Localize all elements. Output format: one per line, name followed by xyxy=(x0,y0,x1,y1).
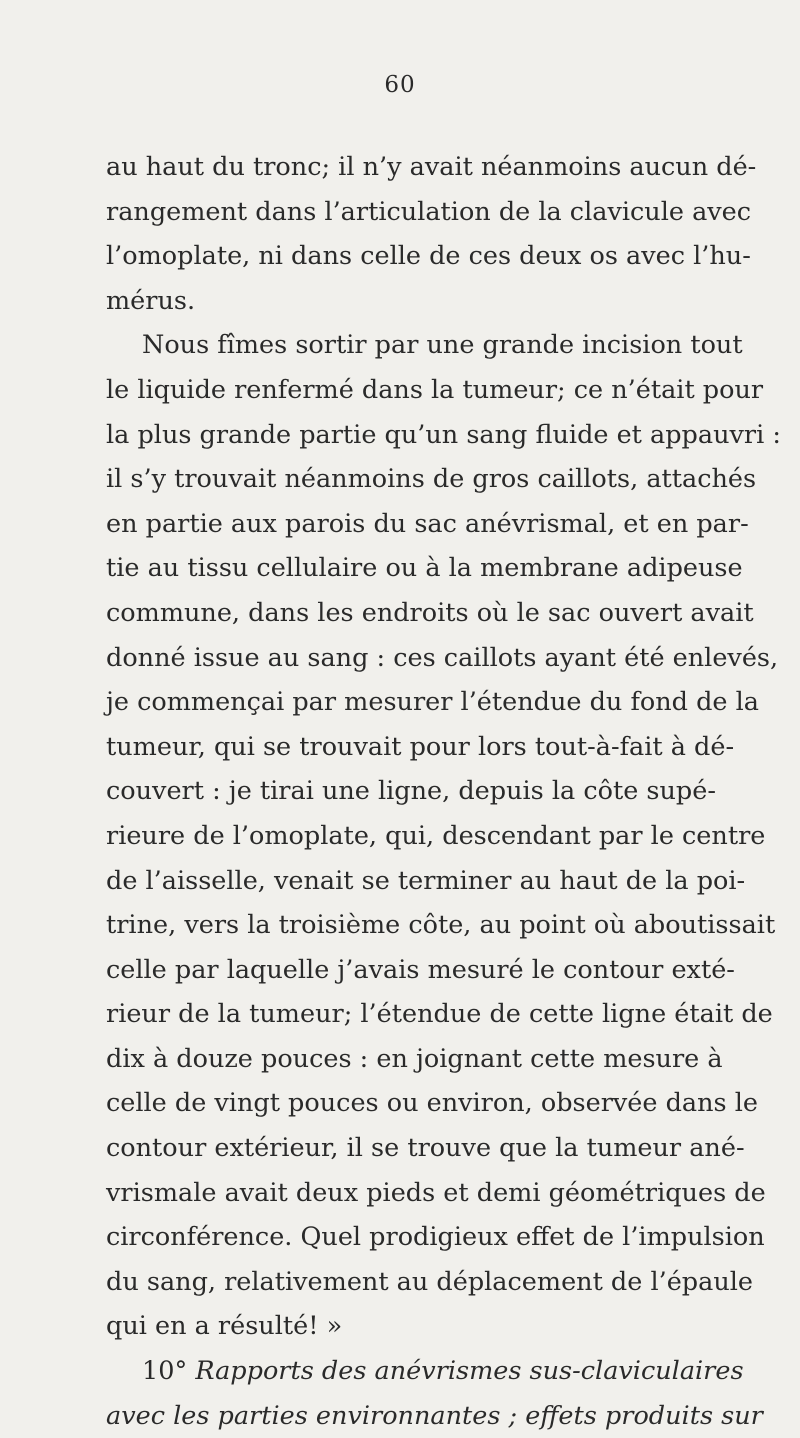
text-line: mérus. xyxy=(106,285,196,316)
text-line: rangement dans l’articulation de la clavicule avec xyxy=(106,196,752,227)
text-line: de l’aisselle, venait se terminer au haut de la poi- xyxy=(106,865,746,896)
text-line: commune, dans les endroits où le sac ouvert avait xyxy=(106,597,754,628)
page-number: 60 xyxy=(384,72,416,98)
text-line: circonférence. Quel prodigieux effet de l’impulsion xyxy=(106,1222,765,1253)
section-heading-line-2: avec les parties environnantes ; effets produits sur xyxy=(106,1400,763,1431)
text-line: rieure de l’omoplate, qui, descendant par le centre xyxy=(106,820,766,851)
text-line: je commençai par mesurer l’étendue du fond de la xyxy=(106,687,759,718)
text-line: au haut du tronc; il n’y avait néanmoins aucun dé- xyxy=(106,152,757,182)
text-line: en partie aux parois du sac anévrismal, et en par- xyxy=(106,508,749,539)
text-line: tie au tissu cellulaire ou à la membrane adipeuse xyxy=(106,553,743,584)
section-number: 10° xyxy=(142,1356,188,1387)
text-line: qui en a résulté! » xyxy=(106,1311,343,1342)
text-line: celle de vingt pouces ou environ, observée dans le xyxy=(106,1088,758,1119)
text-line: contour extérieur, il se trouve que la tumeur ané- xyxy=(106,1133,745,1164)
text-line: vrismale avait deux pieds et demi géométriques de xyxy=(106,1177,766,1208)
text-line: trine, vers la troisième côte, au point où aboutissait xyxy=(106,910,776,941)
section-heading-text: Rapports des anévrismes sus-claviculaires xyxy=(195,1356,744,1387)
text-line: la plus grande partie qu’un sang fluide et appauvri : xyxy=(106,419,781,450)
text-line: celle par laquelle j’avais mesuré le contour exté- xyxy=(106,954,735,985)
text-line: rieur de la tumeur; l’étendue de cette ligne était de xyxy=(106,999,773,1030)
paragraph-start-line: Nous fîmes sortir par une grande incision tout xyxy=(142,330,743,361)
text-line: tumeur, qui se trouvait pour lors tout-à-fait à dé- xyxy=(106,731,735,762)
text-line: du sang, relativement au déplacement de l’épaule xyxy=(106,1266,754,1297)
text-line: le liquide renfermé dans la tumeur; ce n’était pour xyxy=(106,374,764,405)
text-line: donné issue au sang : ces caillots ayant été enlevés, xyxy=(106,642,779,673)
text-line: l’omoplate, ni dans celle de ces deux os avec l’hu- xyxy=(106,241,751,272)
body-text xyxy=(106,145,781,1438)
text-line: dix à douze pouces : en joignant cette mesure à xyxy=(106,1043,723,1074)
section-heading-line-1 xyxy=(106,1349,744,1394)
text-line: couvert : je tirai une ligne, depuis la côte supé- xyxy=(106,776,716,807)
text-line: il s’y trouvait néanmoins de gros caillots, attachés xyxy=(106,464,757,495)
